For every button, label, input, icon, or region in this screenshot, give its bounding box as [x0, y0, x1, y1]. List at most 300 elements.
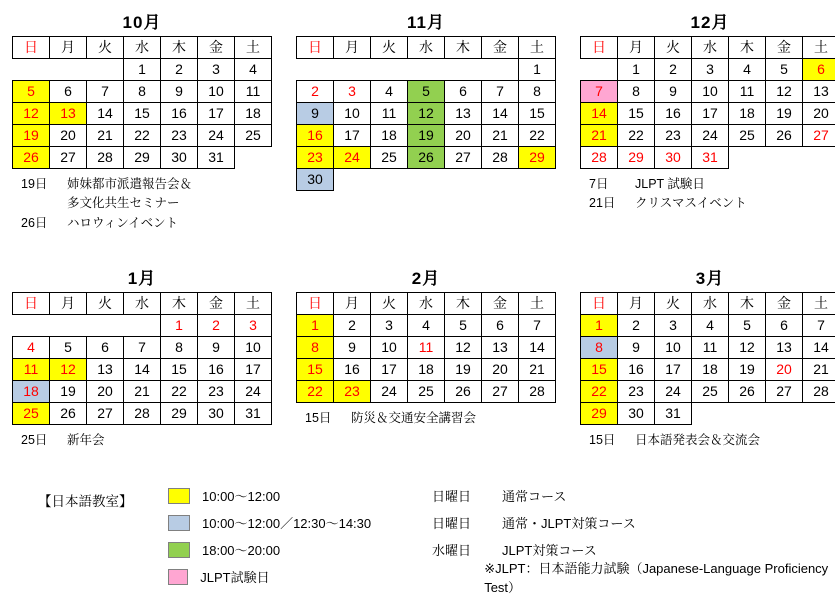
- day-cell-empty: [519, 169, 556, 191]
- day-cell: 12: [50, 359, 87, 381]
- day-cell: 2: [297, 81, 334, 103]
- day-cell: 23: [161, 125, 198, 147]
- day-cell: 21: [581, 125, 618, 147]
- note-line: [305, 409, 561, 428]
- day-cell: 26: [50, 403, 87, 425]
- calendar-row-second: [0, 264, 835, 450]
- day-cell: 26: [766, 125, 803, 147]
- table-row: [297, 81, 556, 103]
- weekday-header: 木: [161, 293, 198, 315]
- note-text: JLPT 試験日: [635, 177, 705, 191]
- day-cell: 11: [729, 81, 766, 103]
- legend-color-swatch: [168, 569, 188, 585]
- day-cell: 23: [655, 125, 692, 147]
- weekday-header-row: [13, 293, 272, 315]
- weekday-header: 日: [13, 37, 50, 59]
- day-cell: 19: [408, 125, 445, 147]
- day-cell-empty: [334, 59, 371, 81]
- day-cell: 11: [371, 103, 408, 125]
- day-cell: 6: [482, 315, 519, 337]
- weekday-header: 日: [581, 293, 618, 315]
- weekday-header: 水: [124, 37, 161, 59]
- day-cell: 9: [655, 81, 692, 103]
- weekday-header: 金: [198, 37, 235, 59]
- day-cell: 12: [766, 81, 803, 103]
- day-cell: 13: [50, 103, 87, 125]
- table-row: [297, 169, 556, 191]
- day-cell: 19: [445, 359, 482, 381]
- note-text: 日本語発表会＆交流会: [635, 433, 761, 447]
- day-cell: 12: [13, 103, 50, 125]
- day-cell: 1: [618, 59, 655, 81]
- note-text: クリスマスイベント: [635, 196, 747, 211]
- day-cell: 2: [655, 59, 692, 81]
- day-cell: 17: [371, 359, 408, 381]
- day-cell: 13: [482, 337, 519, 359]
- day-cell: 14: [803, 337, 835, 359]
- day-cell: 16: [655, 103, 692, 125]
- day-cell: 15: [581, 359, 618, 381]
- legend-color-swatch: [168, 515, 190, 531]
- day-cell: 31: [655, 403, 692, 425]
- table-row: [581, 59, 835, 81]
- legend: [38, 482, 835, 595]
- month-title: 12月: [690, 13, 730, 32]
- month-notes: [305, 409, 561, 428]
- calendar-table: [12, 292, 272, 425]
- day-cell: 3: [371, 315, 408, 337]
- day-cell: 23: [297, 147, 334, 169]
- day-cell: 22: [519, 125, 556, 147]
- legend-rows: [168, 482, 835, 595]
- day-cell: 2: [334, 315, 371, 337]
- weekday-header: 水: [692, 293, 729, 315]
- note-day: 19日: [21, 177, 48, 191]
- table-row: [297, 381, 556, 403]
- day-cell: 13: [766, 337, 803, 359]
- weekday-header: 月: [618, 37, 655, 59]
- day-cell-empty: [692, 403, 729, 425]
- day-cell: 31: [198, 147, 235, 169]
- day-cell: 15: [161, 359, 198, 381]
- legend-row: [168, 509, 835, 536]
- day-cell: 27: [50, 147, 87, 169]
- day-cell: 20: [445, 125, 482, 147]
- day-cell: 6: [803, 59, 835, 81]
- legend-note: ※JLPT：日本語能力試験（Japanese-Language Proficiency Test）: [484, 560, 829, 595]
- day-cell: 27: [803, 125, 835, 147]
- weekday-header: 水: [124, 293, 161, 315]
- day-cell: 17: [334, 125, 371, 147]
- weekday-header: 火: [87, 293, 124, 315]
- day-cell: 17: [655, 359, 692, 381]
- day-cell: 18: [13, 381, 50, 403]
- month-block: [575, 8, 835, 233]
- day-cell: 28: [124, 403, 161, 425]
- day-cell: 11: [408, 337, 445, 359]
- day-cell: 30: [297, 169, 334, 191]
- day-cell: 8: [618, 81, 655, 103]
- day-cell-empty: [408, 59, 445, 81]
- weekday-header-row: [297, 293, 556, 315]
- legend-title: 【日本語教室】: [38, 494, 133, 509]
- month-title: 10月: [122, 13, 162, 32]
- day-cell: 10: [655, 337, 692, 359]
- day-cell: 28: [803, 381, 835, 403]
- day-cell: 15: [519, 103, 556, 125]
- weekday-header: 木: [161, 37, 198, 59]
- day-cell-empty: [803, 147, 835, 169]
- day-cell: 11: [13, 359, 50, 381]
- day-cell: 30: [198, 403, 235, 425]
- legend-row: [168, 482, 835, 509]
- day-cell: 10: [198, 81, 235, 103]
- day-cell-empty: [581, 59, 618, 81]
- day-cell-empty: [50, 315, 87, 337]
- table-row: [581, 381, 835, 403]
- day-cell: 13: [445, 103, 482, 125]
- day-cell: 16: [297, 125, 334, 147]
- legend-course: 通常・JLPT対策コース: [502, 516, 636, 531]
- day-cell: 28: [482, 147, 519, 169]
- day-cell: 25: [729, 125, 766, 147]
- day-cell-empty: [408, 169, 445, 191]
- weekday-header: 金: [482, 37, 519, 59]
- day-cell-empty: [334, 169, 371, 191]
- day-cell: 7: [519, 315, 556, 337]
- month-block: [291, 264, 561, 450]
- day-cell: 30: [161, 147, 198, 169]
- weekday-header: 火: [655, 37, 692, 59]
- weekday-header: 水: [692, 37, 729, 59]
- table-row: [581, 359, 835, 381]
- day-cell: 9: [334, 337, 371, 359]
- legend-course: JLPT対策コース: [502, 543, 597, 558]
- weekday-header: 土: [235, 293, 272, 315]
- table-row: [13, 315, 272, 337]
- table-row: [13, 81, 272, 103]
- weekday-header: 日: [581, 37, 618, 59]
- day-cell: 24: [334, 147, 371, 169]
- weekday-header-row: [297, 37, 556, 59]
- day-cell-empty: [482, 169, 519, 191]
- day-cell: 5: [729, 315, 766, 337]
- table-row: [581, 337, 835, 359]
- weekday-header: 水: [408, 37, 445, 59]
- day-cell: 28: [87, 147, 124, 169]
- day-cell-empty: [729, 147, 766, 169]
- day-cell: 4: [729, 59, 766, 81]
- day-cell: 11: [235, 81, 272, 103]
- day-cell: 15: [618, 103, 655, 125]
- day-cell-empty: [87, 315, 124, 337]
- day-cell: 3: [334, 81, 371, 103]
- day-cell: 20: [803, 103, 835, 125]
- day-cell: 4: [408, 315, 445, 337]
- day-cell: 19: [729, 359, 766, 381]
- day-cell: 9: [618, 337, 655, 359]
- calendar-table: [296, 36, 556, 191]
- table-row: [13, 125, 272, 147]
- weekday-header: 日: [297, 37, 334, 59]
- day-cell: 22: [618, 125, 655, 147]
- table-row: [581, 103, 835, 125]
- weekday-header-row: [581, 293, 835, 315]
- note-day: 15日: [589, 433, 616, 447]
- table-row: [581, 147, 835, 169]
- day-cell: 10: [235, 337, 272, 359]
- day-cell: 4: [692, 315, 729, 337]
- weekday-header: 火: [87, 37, 124, 59]
- weekday-header: 土: [803, 37, 835, 59]
- weekday-header: 土: [519, 37, 556, 59]
- day-cell: 11: [692, 337, 729, 359]
- day-cell: 21: [124, 381, 161, 403]
- legend-time: 18:00～20:00: [202, 543, 281, 558]
- day-cell: 8: [519, 81, 556, 103]
- day-cell: 1: [297, 315, 334, 337]
- day-cell: 14: [124, 359, 161, 381]
- day-cell: 13: [87, 359, 124, 381]
- table-row: [581, 315, 835, 337]
- day-cell: 23: [198, 381, 235, 403]
- weekday-header: 火: [371, 37, 408, 59]
- month-notes: [589, 175, 835, 214]
- table-row: [581, 81, 835, 103]
- day-cell: 27: [445, 147, 482, 169]
- note-text: 新年会: [67, 433, 105, 447]
- day-cell: 15: [297, 359, 334, 381]
- day-cell: 6: [766, 315, 803, 337]
- day-cell: 29: [161, 403, 198, 425]
- calendar-table: [12, 36, 272, 169]
- day-cell: 24: [198, 125, 235, 147]
- day-cell: 24: [655, 381, 692, 403]
- day-cell: 20: [482, 359, 519, 381]
- table-row: [13, 103, 272, 125]
- day-cell: 30: [655, 147, 692, 169]
- table-row: [13, 147, 272, 169]
- weekday-header-row: [13, 37, 272, 59]
- day-cell: 25: [13, 403, 50, 425]
- day-cell-empty: [729, 403, 766, 425]
- day-cell: 22: [124, 125, 161, 147]
- day-cell: 7: [482, 81, 519, 103]
- day-cell: 24: [371, 381, 408, 403]
- note-day: 7日: [589, 177, 609, 191]
- note-line: [21, 175, 277, 194]
- day-cell-empty: [803, 403, 835, 425]
- day-cell: 16: [618, 359, 655, 381]
- day-cell: 5: [766, 59, 803, 81]
- weekday-header: 木: [445, 293, 482, 315]
- month-block: [575, 264, 835, 450]
- month-title: 2月: [411, 269, 441, 288]
- day-cell: 17: [235, 359, 272, 381]
- day-cell: 29: [618, 147, 655, 169]
- day-cell: 25: [692, 381, 729, 403]
- day-cell: 22: [297, 381, 334, 403]
- month-title: 1月: [127, 269, 157, 288]
- day-cell-empty: [235, 147, 272, 169]
- table-row: [297, 125, 556, 147]
- note-text: 姉妹都市派遣報告会＆: [67, 177, 193, 191]
- day-cell: 9: [297, 103, 334, 125]
- legend-dayname: 日曜日: [432, 516, 472, 531]
- day-cell-empty: [766, 403, 803, 425]
- day-cell: 12: [729, 337, 766, 359]
- day-cell: 2: [618, 315, 655, 337]
- table-row: [13, 337, 272, 359]
- day-cell: 18: [235, 103, 272, 125]
- note-line: [589, 431, 835, 450]
- day-cell: 23: [334, 381, 371, 403]
- day-cell: 7: [124, 337, 161, 359]
- day-cell-empty: [297, 59, 334, 81]
- day-cell: 21: [482, 125, 519, 147]
- day-cell-empty: [482, 59, 519, 81]
- weekday-header: 月: [334, 37, 371, 59]
- weekday-header: 日: [13, 293, 50, 315]
- day-cell: 1: [519, 59, 556, 81]
- table-row: [297, 359, 556, 381]
- day-cell: 1: [161, 315, 198, 337]
- day-cell: 8: [297, 337, 334, 359]
- weekday-header: 火: [371, 293, 408, 315]
- day-cell: 18: [371, 125, 408, 147]
- day-cell: 27: [482, 381, 519, 403]
- day-cell: 3: [692, 59, 729, 81]
- day-cell: 31: [692, 147, 729, 169]
- day-cell: 21: [87, 125, 124, 147]
- day-cell: 28: [581, 147, 618, 169]
- weekday-header: 月: [618, 293, 655, 315]
- day-cell: 26: [729, 381, 766, 403]
- day-cell: 14: [87, 103, 124, 125]
- note-day: 21日: [589, 196, 616, 211]
- legend-time: 10:00～12:00: [202, 489, 281, 504]
- legend-course: 通常コース: [502, 489, 567, 504]
- legend-row: [168, 560, 835, 595]
- day-cell: 5: [408, 81, 445, 103]
- day-cell: 20: [766, 359, 803, 381]
- day-cell: 10: [692, 81, 729, 103]
- day-cell: 18: [729, 103, 766, 125]
- legend-dayname: 日曜日: [432, 489, 472, 504]
- month-block: [7, 8, 277, 233]
- table-row: [297, 103, 556, 125]
- day-cell: 27: [87, 403, 124, 425]
- day-cell: 16: [334, 359, 371, 381]
- day-cell: 26: [408, 147, 445, 169]
- day-cell: 20: [87, 381, 124, 403]
- weekday-header: 土: [519, 293, 556, 315]
- legend-color-swatch: [168, 542, 190, 558]
- day-cell: 20: [50, 125, 87, 147]
- table-row: [13, 359, 272, 381]
- day-cell: 6: [445, 81, 482, 103]
- weekday-header: 土: [235, 37, 272, 59]
- day-cell: 26: [13, 147, 50, 169]
- note-line: [589, 194, 835, 213]
- day-cell: 24: [235, 381, 272, 403]
- day-cell: 1: [124, 59, 161, 81]
- month-title: 11月: [407, 13, 445, 32]
- day-cell: 17: [692, 103, 729, 125]
- note-line: [21, 431, 277, 450]
- weekday-header: 月: [334, 293, 371, 315]
- day-cell: 27: [766, 381, 803, 403]
- day-cell: 7: [803, 315, 835, 337]
- note-day: 26日: [21, 215, 48, 230]
- table-row: [297, 315, 556, 337]
- day-cell-empty: [87, 59, 124, 81]
- table-row: [297, 337, 556, 359]
- day-cell-empty: [124, 315, 161, 337]
- month-notes: [21, 431, 277, 450]
- weekday-header: 月: [50, 37, 87, 59]
- day-cell: 19: [13, 125, 50, 147]
- table-row: [581, 125, 835, 147]
- calendar-table: [296, 292, 556, 403]
- day-cell: 8: [581, 337, 618, 359]
- day-cell: 18: [408, 359, 445, 381]
- day-cell: 10: [334, 103, 371, 125]
- day-cell: 5: [50, 337, 87, 359]
- weekday-header: 火: [655, 293, 692, 315]
- day-cell: 25: [235, 125, 272, 147]
- note-day: 25日: [21, 433, 48, 447]
- day-cell: 13: [803, 81, 835, 103]
- day-cell: 29: [124, 147, 161, 169]
- day-cell: 10: [371, 337, 408, 359]
- day-cell: 12: [445, 337, 482, 359]
- day-cell: 4: [13, 337, 50, 359]
- weekday-header: 木: [729, 293, 766, 315]
- day-cell: 7: [581, 81, 618, 103]
- day-cell: 23: [618, 381, 655, 403]
- table-row: [13, 381, 272, 403]
- day-cell: 25: [408, 381, 445, 403]
- day-cell-empty: [371, 59, 408, 81]
- day-cell: 6: [87, 337, 124, 359]
- day-cell: 9: [161, 81, 198, 103]
- month-notes: [21, 175, 277, 233]
- day-cell: 14: [519, 337, 556, 359]
- month-block: [7, 264, 277, 450]
- legend-time: JLPT試験日: [200, 570, 270, 585]
- note-text-continued: 多文化共生セミナー: [67, 196, 180, 211]
- day-cell: 22: [581, 381, 618, 403]
- day-cell: 16: [161, 103, 198, 125]
- day-cell: 31: [235, 403, 272, 425]
- weekday-header: 金: [766, 37, 803, 59]
- day-cell: 21: [803, 359, 835, 381]
- weekday-header: 金: [482, 293, 519, 315]
- table-row: [297, 147, 556, 169]
- calendar-table: [580, 292, 835, 425]
- day-cell: 4: [235, 59, 272, 81]
- day-cell-empty: [13, 59, 50, 81]
- weekday-header: 月: [50, 293, 87, 315]
- day-cell: 24: [692, 125, 729, 147]
- day-cell: 9: [198, 337, 235, 359]
- note-text: 防災＆交通安全講習会: [351, 411, 477, 425]
- day-cell: 14: [482, 103, 519, 125]
- day-cell: 25: [371, 147, 408, 169]
- day-cell: 14: [581, 103, 618, 125]
- day-cell: 3: [235, 315, 272, 337]
